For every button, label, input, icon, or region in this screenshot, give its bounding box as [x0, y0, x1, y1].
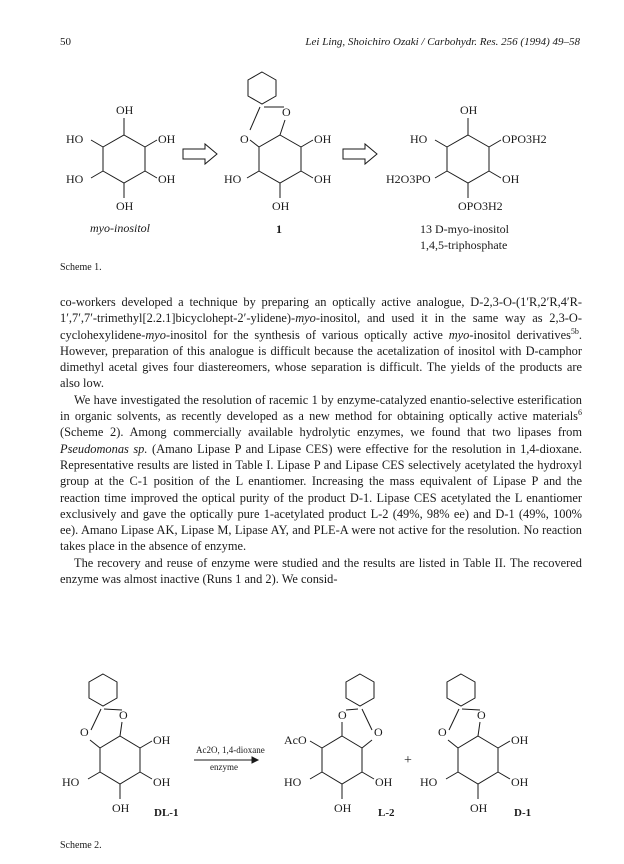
label-oh: OH [314, 172, 332, 186]
label-oh: OH [112, 801, 130, 815]
label-ho: HO [224, 172, 242, 186]
label-ho: HO [420, 775, 438, 789]
paragraph-3: The recovery and reuse of enzyme were studied and the results are listed in Table II. The recovered enzyme was almost inactive (Runs 1 and 2). We consid- [60, 555, 582, 587]
label-oh: OH [375, 775, 393, 789]
label-oh: OH [153, 775, 171, 789]
compound-name-myo-inositol: myo-inositol [90, 221, 150, 235]
paragraph-2 [60, 392, 582, 555]
label-o: O [80, 725, 89, 739]
label-oh: OH [153, 733, 171, 747]
label-oh: OH [272, 199, 290, 213]
label-o: O [282, 105, 291, 119]
text-run: D-2,3-O-(1′R,2′R,4′R-1′,7′,7′-trimethyl[2.2.1]bicyclohept-2′-ylidene)- [60, 295, 582, 326]
text-run: . However, preparation of this analogue is difficult because the acetalization of inositol with D-camphor dimethyl acetal gives four diastereomers, whose separation is difficult. The yields of the products are also low. [60, 327, 582, 391]
body-text [60, 294, 582, 587]
text-run: -inositol for the synthesis of various optically active [165, 327, 449, 342]
label-o: O [477, 708, 486, 722]
compound-13-name-line2: 1,4,5-triphosphate [420, 238, 508, 252]
scheme-2-figure [0, 664, 624, 844]
label-aco: AcO [284, 733, 307, 747]
compound-label-dl-1: DL-1 [154, 807, 179, 819]
label-ho: HO [284, 775, 302, 789]
scheme-2-caption: Scheme 2. [60, 840, 102, 851]
text-run: We have investigated the resolution of racemic 1 by enzyme-catalyzed enantio-selective esterification in organic solvents, as recently developed as a new method for obtaining optically active materials [60, 392, 582, 424]
citation: 5b [570, 326, 579, 336]
text-run: myo [448, 327, 470, 342]
paragraph-1 [60, 294, 582, 392]
page-header [60, 36, 580, 50]
reagent-label: Ac2O, 1,4-dioxane [196, 745, 265, 755]
text-run: Pseudomonas sp. [60, 441, 148, 456]
label-opo3h2: OPO3H2 [502, 132, 547, 146]
text-run: (Amano Lipase P and Lipase CES) were effective for the resolution in 1,4-dioxane. Representative results are listed in Table I. Lipase P and Lipase CES selectively acetylated the hydroxyl group at the C-1 position of the L enantiomer. Increasing the mass equivalent of Lipase P and the reaction time improved the optical purity of the product D-1. Lipase CES acetylated the L enantiomer exclusively and gave the optically pure 1-acetylated product L-2 (49%, 98% ee) and D-1 (49%, 100% ee). Amano Lipase AK, Lipase M, Lipase AY, and PLE-A were not active for the resolution. No reaction takes place in the absence of enzyme. [60, 441, 583, 554]
text-run: -inositol, [315, 311, 361, 326]
scheme-1-caption: Scheme 1. [60, 262, 102, 273]
text-run: (Scheme 2). Among commercially available hydrolytic enzymes, we found that two lipases from [60, 425, 582, 440]
label-opo3h2: OPO3H2 [458, 199, 503, 213]
label-o: O [374, 725, 383, 739]
label-oh: OH [116, 103, 134, 117]
label-o: O [240, 132, 249, 146]
label-oh: OH [116, 199, 134, 213]
text-run: and used it in the same way as 2,3-O-cyclohexylidene- [60, 311, 582, 342]
text-run: -inositol derivatives [469, 327, 571, 342]
scheme-1-figure [0, 60, 624, 240]
label-oh: OH [334, 801, 352, 815]
label-o: O [438, 725, 447, 739]
label-oh: OH [511, 775, 529, 789]
label-oh: OH [460, 103, 478, 117]
label-h2o3po: H2O3PO [386, 172, 431, 186]
enzyme-label: enzyme [210, 762, 238, 772]
text-run: myo [295, 311, 316, 326]
label-ho: HO [62, 775, 80, 789]
compound-label-l-2: L-2 [378, 807, 395, 819]
citation: 6 [578, 407, 582, 417]
label-oh: OH [470, 801, 488, 815]
compound-label-d-1: D-1 [514, 807, 532, 819]
label-ho: HO [66, 172, 84, 186]
label-oh: OH [158, 132, 176, 146]
label-ho: HO [410, 132, 428, 146]
label-oh: OH [158, 172, 176, 186]
compound-number-1: 1 [276, 222, 282, 236]
running-head: Lei Ling, Shoichiro Ozaki / Carbohydr. Res. 256 (1994) 49–58 [305, 36, 580, 48]
text-run: myo [145, 327, 166, 342]
label-oh: OH [314, 132, 332, 146]
page-number: 50 [60, 36, 71, 48]
label-oh: OH [511, 733, 529, 747]
label-oh: OH [502, 172, 520, 186]
compound-13-name-line1: 13 D-myo-inositol [420, 222, 509, 236]
plus-sign: + [404, 753, 412, 768]
text-run: co-workers developed a technique by preparing an optically active analogue, [60, 295, 471, 309]
label-ho: HO [66, 132, 84, 146]
label-o: O [338, 708, 347, 722]
label-o: O [119, 708, 128, 722]
